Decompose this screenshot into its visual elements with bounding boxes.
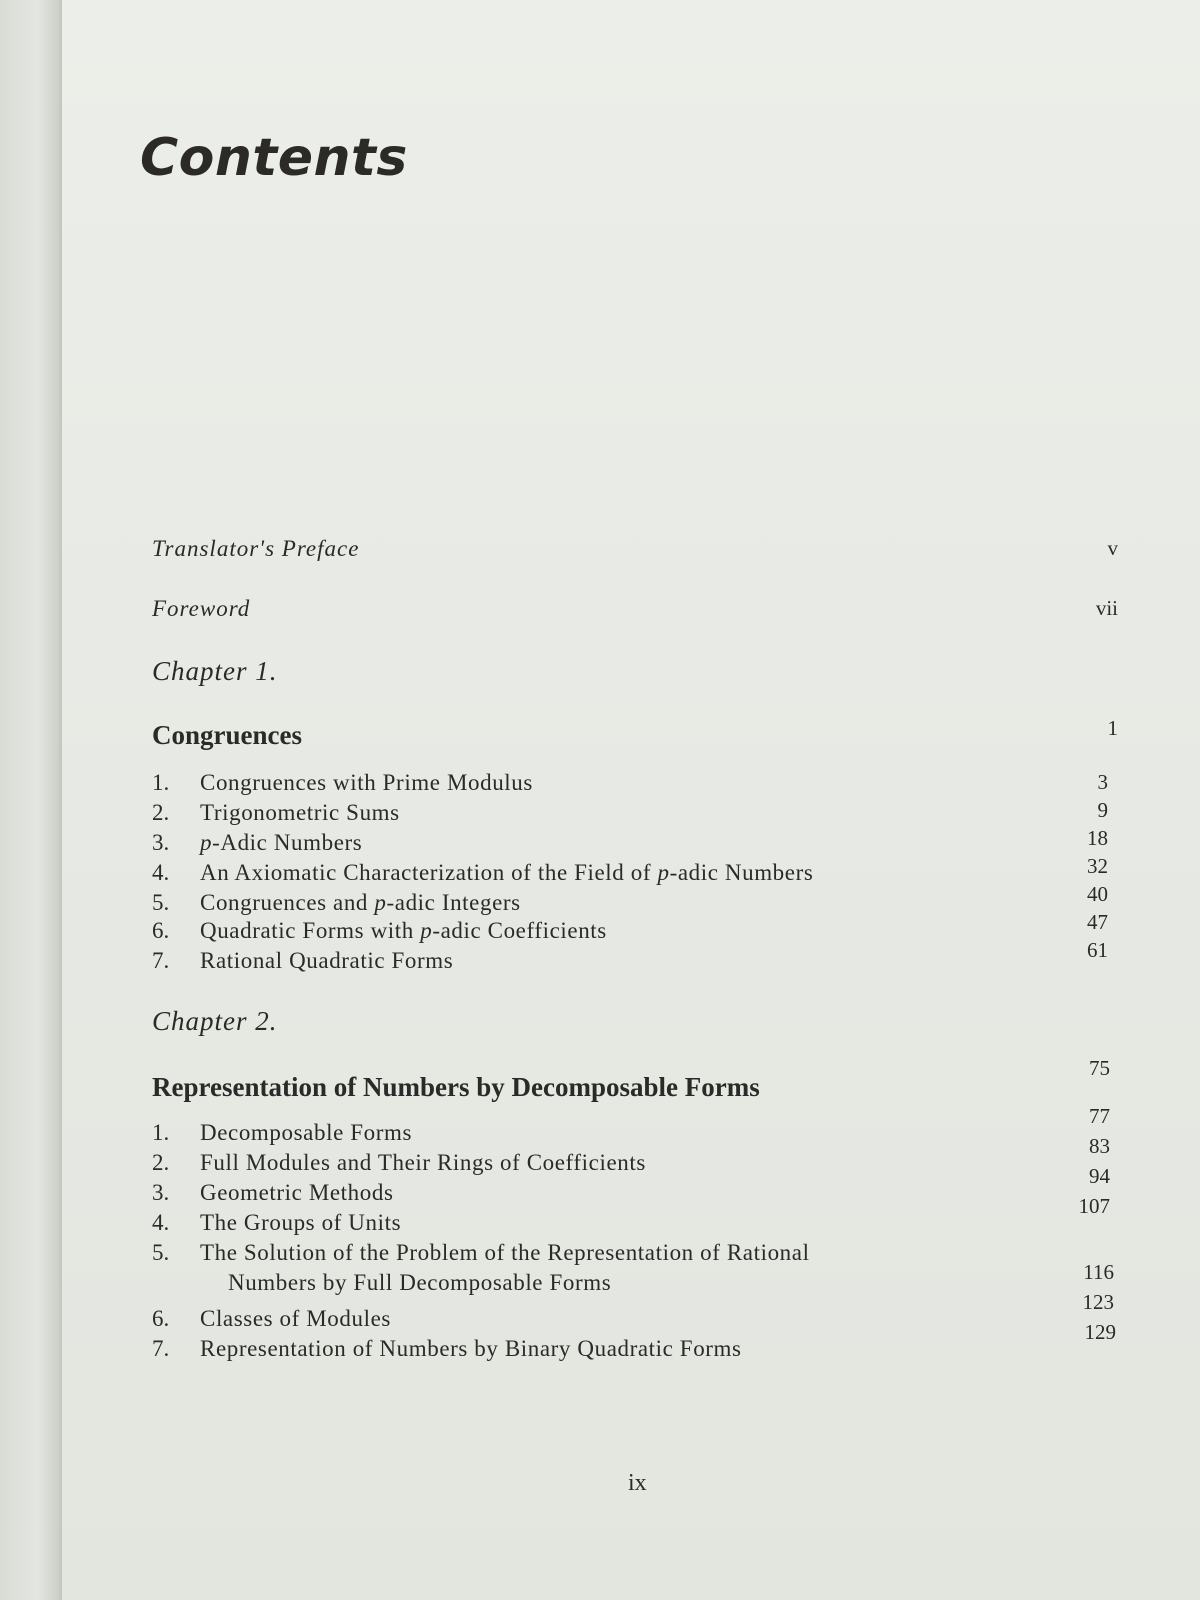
section-title: An Axiomatic Characterization of the Field of p-adic Numbers (200, 860, 814, 885)
section-number: 2. (152, 1150, 170, 1175)
section-number: 1. (152, 770, 170, 795)
section-number: 5. (152, 1240, 170, 1265)
toc-entry-label: Translator's Preface (152, 536, 360, 561)
toc-section[interactable] (0, 854, 1200, 890)
toc-section[interactable] (0, 938, 1200, 978)
section-page: 83 (1089, 1134, 1110, 1158)
section-page: 18 (1087, 826, 1108, 850)
section-page: 94 (1089, 1164, 1110, 1188)
chapter-page: 75 (1089, 1056, 1110, 1080)
toc-section[interactable] (0, 1134, 1200, 1180)
section-title: Decomposable Forms (200, 1120, 413, 1145)
toc-section[interactable] (0, 1164, 1200, 1210)
section-title: Rational Quadratic Forms (200, 948, 454, 973)
section-title: Full Modules and Their Rings of Coefficients (200, 1150, 646, 1175)
section-page: 123 (1082, 1290, 1114, 1314)
toc-section[interactable] (0, 1320, 1200, 1366)
chapter-2-title-row[interactable] (0, 1056, 1200, 1108)
section-page: 3 (1097, 770, 1108, 794)
section-page: 47 (1087, 910, 1108, 934)
section-page: 107 (1078, 1194, 1110, 1218)
section-number: 3. (152, 830, 170, 855)
chapter-heading: Chapter 2. (152, 1006, 278, 1036)
section-title: p-Adic Numbers (200, 830, 363, 855)
toc-section-continuation[interactable] (0, 1260, 1200, 1300)
toc-section[interactable] (0, 910, 1200, 948)
section-number: 7. (152, 1336, 170, 1361)
section-number: 6. (152, 918, 170, 943)
chapter-title: Congruences (152, 720, 302, 750)
toc-entry-page: vii (1095, 596, 1118, 620)
toc-entry-label: Foreword (152, 596, 251, 621)
section-number: 3. (152, 1180, 170, 1205)
section-number: 1. (152, 1120, 170, 1145)
page-title: Contents (140, 128, 408, 188)
section-title: Trigonometric Sums (200, 800, 400, 825)
chapter-1-heading (0, 656, 1200, 686)
page-folio: ix (628, 1470, 647, 1496)
toc-section[interactable] (0, 882, 1200, 920)
section-page: 32 (1087, 854, 1108, 878)
section-title: The Solution of the Problem of the Representation of Rational (200, 1240, 810, 1265)
section-title: Representation of Numbers by Binary Quadratic Forms (200, 1336, 742, 1361)
section-title: The Groups of Units (200, 1210, 402, 1235)
chapter-page: 1 (1107, 716, 1118, 740)
section-number: 2. (152, 800, 170, 825)
section-number: 4. (152, 860, 170, 885)
toc-entry-page: v (1107, 536, 1118, 560)
section-number: 6. (152, 1306, 170, 1331)
chapter-heading: Chapter 1. (152, 656, 278, 686)
toc-section[interactable] (0, 1290, 1200, 1336)
toc-entry-foreword[interactable] (0, 596, 1200, 626)
section-page: 40 (1087, 882, 1108, 906)
section-title: Quadratic Forms with p-adic Coefficients (200, 918, 607, 943)
section-page: 116 (1083, 1260, 1114, 1284)
chapter-2-heading (0, 1006, 1200, 1036)
chapter-1-title-row[interactable] (0, 716, 1200, 756)
section-title-continuation: Numbers by Full Decomposable Forms (228, 1270, 612, 1295)
toc-section[interactable] (0, 1104, 1200, 1150)
section-page: 129 (1084, 1320, 1116, 1344)
section-number: 4. (152, 1210, 170, 1235)
section-title: Geometric Methods (200, 1180, 394, 1205)
section-number: 7. (152, 948, 170, 973)
toc-section[interactable] (0, 1194, 1200, 1240)
toc-section[interactable] (0, 1240, 1200, 1270)
section-title: Congruences and p-adic Integers (200, 890, 521, 915)
section-page: 61 (1087, 938, 1108, 962)
section-page: 77 (1089, 1104, 1110, 1128)
toc-section[interactable] (0, 826, 1200, 860)
toc-section[interactable] (0, 800, 1200, 830)
toc-section[interactable] (0, 770, 1200, 800)
toc-entry-translators-preface[interactable] (0, 536, 1200, 566)
section-page: 9 (1097, 798, 1108, 822)
chapter-title: Representation of Numbers by Decomposable Forms (152, 1072, 760, 1102)
section-title: Classes of Modules (200, 1306, 391, 1331)
section-title: Congruences with Prime Modulus (200, 770, 533, 795)
section-number: 5. (152, 890, 170, 915)
